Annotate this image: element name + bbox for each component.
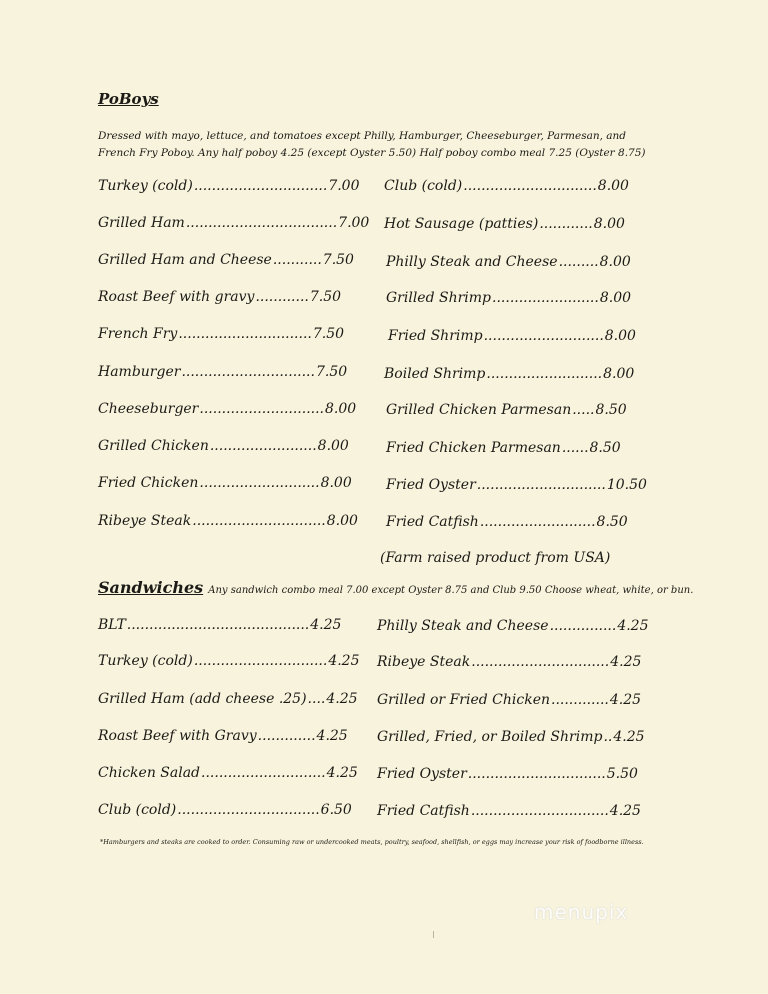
menu-item: Grilled Chicken........................8.00 [98, 438, 349, 454]
paper-speck [433, 931, 434, 938]
menu-item: Grilled Ham and Cheese...........7.50 [98, 252, 354, 268]
menu-item: Hamburger..............................7.50 [98, 364, 348, 380]
menu-item: Boiled Shrimp..........................8.00 [384, 366, 635, 382]
menu-item: Grilled Chicken Parmesan.....8.50 [386, 402, 627, 418]
menu-item: BLT.........................................4.25 [98, 617, 342, 633]
menu-item: French Fry..............................7.50 [98, 326, 345, 342]
menu-item: Roast Beef with gravy............7.50 [98, 289, 342, 305]
menu-item: Fried Chicken Parmesan......8.50 [386, 440, 621, 456]
poboys-description: Dressed with mayo, lettuce, and tomatoes except Philly, Hamburger, Cheeseburger, Parmesan, and French Fry Poboy. Any half poboy 4.25 (except Oyster 5.50) Half poboy combo meal 7.25 (Oyster 8.75) [98, 130, 646, 159]
menu-item: Philly Steak and Cheese...............4.25 [377, 618, 649, 634]
menu-item: Philly Steak and Cheese.........8.00 [386, 254, 631, 270]
menu-item: Fried Catfish..........................8.50 [386, 514, 628, 530]
menu-item: Grilled, Fried, or Boiled Shrimp..4.25 [377, 729, 645, 745]
menu-item: Club (cold)..............................8.00 [384, 178, 629, 194]
sandwiches-title: Sandwiches [98, 578, 204, 597]
menu-item: Ribeye Steak..............................8.00 [98, 513, 358, 529]
menu-item: Turkey (cold)..............................4.25 [98, 653, 360, 669]
menu-item: Fried Chicken...........................8.00 [98, 475, 352, 491]
sandwiches-header [98, 578, 693, 597]
menu-item: Fried Shrimp...........................8.00 [388, 328, 636, 344]
poboys-title: PoBoys [98, 90, 159, 108]
foodborne-illness-footnote: *Hamburgers and steaks are cooked to order. Consuming raw or undercooked meats, poultry, seafood, shellfish, or eggs may increase your risk of foodborne illness. [100, 838, 644, 846]
menu-item: Roast Beef with Gravy.............4.25 [98, 728, 348, 744]
sandwiches-note: Any sandwich combo meal 7.00 except Oyster 8.75 and Club 9.50 Choose wheat, white, or bun. [208, 585, 694, 596]
menu-item: Hot Sausage (patties)............8.00 [384, 216, 625, 232]
menu-item: Chicken Salad............................4.25 [98, 765, 358, 781]
menu-item: Turkey (cold)..............................7.00 [98, 178, 360, 194]
menupix-watermark: menupix [534, 900, 629, 924]
menu-item: Grilled Shrimp........................8.00 [386, 290, 632, 306]
farm-note: (Farm raised product from USA) [380, 550, 611, 566]
menu-item: Grilled Ham (add cheese .25)....4.25 [98, 691, 358, 707]
menu-item: Grilled or Fried Chicken.............4.25 [377, 692, 642, 708]
menu-item: Grilled Ham..................................7.00 [98, 215, 370, 231]
menu-item: Club (cold)................................6.50 [98, 802, 352, 818]
menu-item: Cheeseburger............................8.00 [98, 401, 357, 417]
menu-item: Ribeye Steak...............................4.25 [377, 654, 642, 670]
menu-item: Fried Oyster...............................5.50 [377, 766, 638, 782]
menu-item: Fried Catfish...............................4.25 [377, 803, 641, 819]
menu-item: Fried Oyster.............................10.50 [386, 477, 647, 493]
